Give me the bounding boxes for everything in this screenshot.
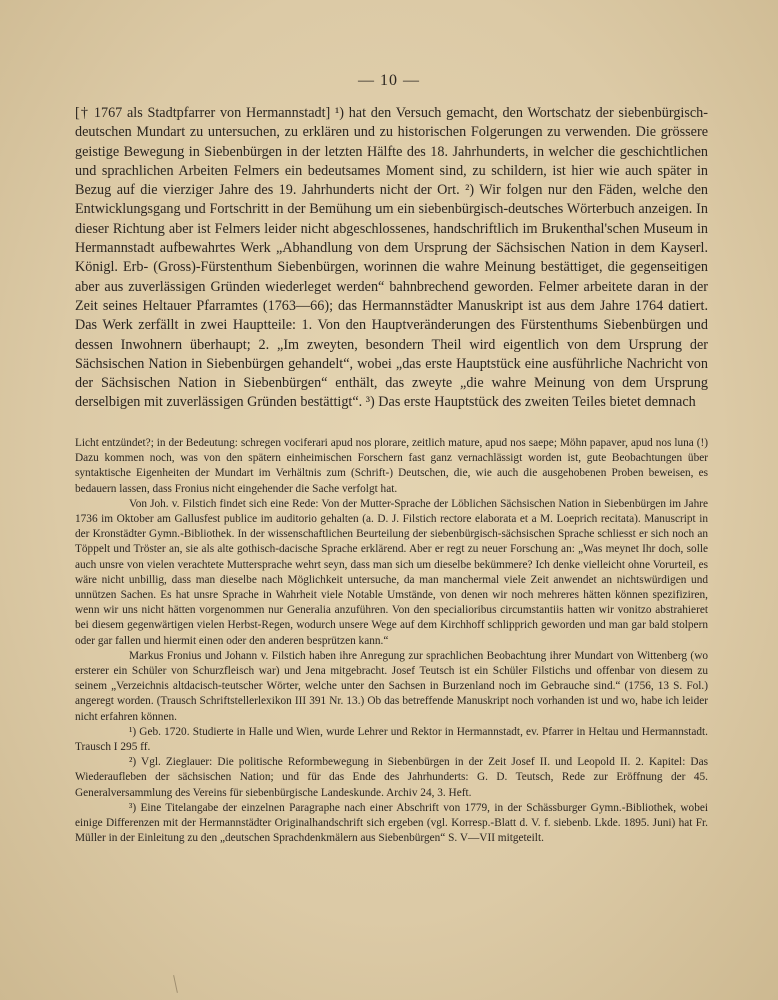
footnote-fronius-filstich: Markus Fronius und Johann v. Filstich haben ihre Anregung zur sprachlichen Beobachtung ihrer Mundart von Wittenberg (wo ersterer ein Schüler von Schurzfleisch war) und Jena mitgebracht. Josef Teutsch ist ein Schüler Filstichs und offenbar von diesem zu seinem „Verzeichnis altdacisch-teutscher Wörter, welche unter den Sachsen in Burzenland noch im Gebrauche sind.“ (1756, 13 S. Fol.) angeregt worden. (Trausch Schriftstellerlexikon III 391 Nr. 13.) Ob das betreffende Manuskript noch vorhanden ist und wo, habe ich leider nicht erfahren können. (75, 649, 708, 723)
paper-mark (173, 975, 178, 993)
footnote-filstich: Von Joh. v. Filstich findet sich eine Rede: Von der Mutter-Sprache der Löblichen Sächsischen Nation in Siebenbürgen im Jahre 1736 im Oktober am Gallusfest publice im auditorio gehalten (a. D. J. Filstich rectore elaborata et a M. Loeprich recitata). Manuscript in der Kronstädter Gymn.-Bibliothek. In der wissenschaftlichen Beurteilung der siebenbürgisch-sächsischen Sprache schliesst er sich noch an Töppelt und Tröster an, sie als alte gothisch-dacische Sprache erklärend. Aber er regt zu neuer Forschung an: „Was meynet Ihr doch, solle auch unsre von vielen verachtete Muttersprache wehrt seyn, dass man sich um dieselbe bekümmere? Ich denke vielleicht ohne Vorurteil, es wäre nicht unbillig, dass man dieselbe nach Möglichkeit untersuche, da man manchermal viele Zeit anwendet an nichtswürdigen und unnützen Sachen. Es hat unsre Sprache in Wahrheit viele Notable Umstände, von denen wir noch mehreres hätten können spezifiziren, wenn wir uns nicht hätten vorgenommen nur Generalia anzuführen. Von den specialioribus circumstantiis hatten wir vonitzo abstrahieret bei diesem gegenwärtigen vielen Herbst-Regen, wodurch unsere Wege auf dem Kirchhoff schlipprich geworden und man gar bald stolpern oder gar fallen und hiermit einen oder den anderen besprützen kann.“ (75, 497, 708, 647)
footnote-1: ¹) Geb. 1720. Studierte in Halle und Wien, wurde Lehrer und Rektor in Hermannstadt, ev. Pfarrer in Heltau und Hermannstadt. Trausch I 295 ff. (75, 725, 708, 754)
footnote-separator (75, 432, 708, 433)
footnote-3: ³) Eine Titelangabe der einzelnen Paragraphe nach einer Abschrift von 1779, in der Schässburger Gymn.-Bibliothek, wobei einige Differenzen mit der Hermannstädter Originalhandschrift sich ergeben (vgl. Korresp.-Blatt d. V. f. siebenb. Lkde. 1895. Juni) hat Fr. Müller in der Einleitung zu den „deutschen Sprachdenkmälern aus Siebenbürgen“ S. V—VII mitgeteilt. (75, 801, 708, 845)
main-text-block (75, 104, 708, 413)
page-number: — 10 — (358, 72, 420, 89)
footnote-continuation: Licht entzündet?; in der Bedeutung: schregen vociferari apud nos plorare, zeitlich mature, apud nos saepe; Möhn papaver, apud nos luna (!) Dazu kommen noch, was von den spätern einheimischen Forschern fast ganz vernachlässigt worden ist, gute Beobachtungen über syntaktische Eigenheiten der Mundart im Verhältnis zum (Schrift-) Deutschen, die, wie auch die ausgehobenen Proben beweisen, es bedauern lassen, dass Fronius nicht eingehender die Sache verfolgt hat. (75, 437, 708, 495)
main-paragraph: [† 1767 als Stadtpfarrer von Hermannstadt] ¹) hat den Versuch gemacht, den Wortschatz der siebenbürgisch-deutschen Mundart zu untersuchen, zu erklären und zu historischen Folgerungen zu verwenden. Die grössere geistige Bewegung in Siebenbürgen in der letzten Hälfte des 18. Jahrhunderts, in welcher die geschichtlichen und sprachlichen Arbeiten Felmers ein bedeutsames Moment sind, zu schildern, ist hier wie auch später in Bezug auf die vierziger Jahre des 19. Jahrhunderts nicht der Ort. ²) Wir folgen nur den Fäden, welche den Entwicklungsgang und Fortschritt in der Bemühung um ein siebenbürgisch-deutsches Wörterbuch anzeigen. In dieser Richtung aber ist Felmers leider nicht abgeschlossenes, handschriftlich im Brukenthal'schen Museum in Hermannstadt aufbewahrtes Werk „Abhandlung von dem Ursprung der Sächsischen Nation in dem Kayserl. Königl. Erb- (Gross)-Fürstenthum Siebenbürgen, worinnen die wahre Meinung bestättiget, die gegenseitigen aber aus zuverlässigen Gründen wiederleget werden“ bahnbrechend geworden. Felmer arbeitete daran in der Zeit seines Heltauer Pfarramtes (1763—66); das Hermannstädter Manuskript ist aus dem Jahre 1764 datiert. Das Werk zerfällt in zwei Hauptteile: 1. Von den Hauptveränderungen des Fürstenthums Siebenbürgen und dessen Inwohnern überhaupt; 2. „Im zweyten, besondern Theil wird eigentlich von dem Ursprung der Sächsischen Nation in Siebenbürgen gehandelt“, wobei „das erste Hauptstück eine ausführliche Nachricht von der Sächsischen Nation in Siebenbürgen“ enthält, das zweyte „die wahre Meinung von dem Ursprung derselbigen mit zuverlässigen Gründen bestättigt“. ³) Das erste Hauptstück des zweiten Teiles bietet demnach (75, 105, 708, 411)
footnotes-block (75, 436, 708, 846)
footnote-2: ²) Vgl. Zieglauer: Die politische Reformbewegung in Siebenbürgen in der Zeit Josef II. und Leopold II. 2. Kapitel: Das Wiederaufleben der sächsischen Nation; und für das Ende des Jahrhunderts: G. D. Teutsch, Rede zur Eröffnung der 45. Generalversammlung des Vereins für siebenbürgische Landeskunde. Archiv 24, 3. Heft. (75, 756, 708, 799)
